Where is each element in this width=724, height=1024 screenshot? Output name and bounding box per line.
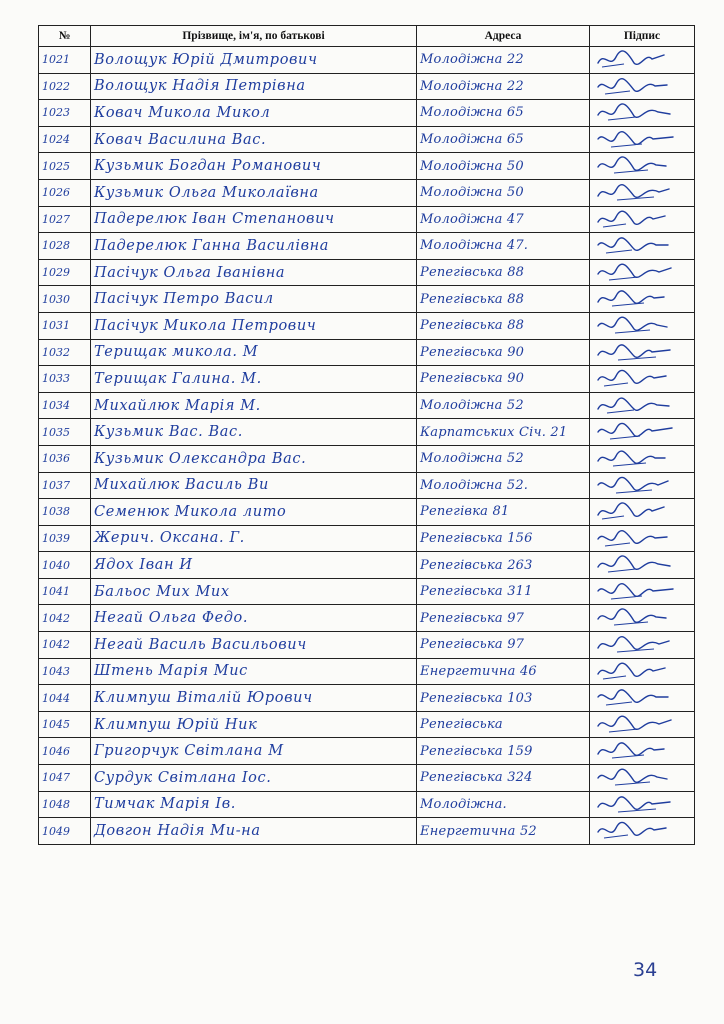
header-name: Прізвище, ім'я, по батькові — [91, 26, 417, 47]
row-signature — [590, 738, 695, 765]
row-address: Репегівська 97 — [417, 632, 590, 659]
row-name: Пасічук Микола Петрович — [91, 312, 417, 339]
signature-scribble-icon — [594, 102, 689, 124]
row-name: Михайлюк Марія М. — [91, 392, 417, 419]
row-number: 1031 — [39, 312, 91, 339]
row-address: Молодіжна 50 — [417, 153, 590, 180]
row-address: Репегівська 263 — [417, 552, 590, 579]
row-address: Молодіжна 65 — [417, 100, 590, 127]
row-number: 1045 — [39, 711, 91, 738]
row-name: Ковач Василина Вас. — [91, 126, 417, 153]
row-signature — [590, 366, 695, 393]
table-row — [39, 153, 695, 180]
row-signature — [590, 499, 695, 526]
row-name: Штень Марія Мис — [91, 658, 417, 685]
row-number: 1033 — [39, 366, 91, 393]
row-name: Терищак микола. М — [91, 339, 417, 366]
row-number: 1032 — [39, 339, 91, 366]
petition-table — [38, 25, 695, 845]
table-row — [39, 658, 695, 685]
row-signature — [590, 126, 695, 153]
row-name: Падерелюк Іван Степанович — [91, 206, 417, 233]
row-address: Молодіжна 22 — [417, 73, 590, 100]
row-number: 1024 — [39, 126, 91, 153]
row-address: Репегівська 90 — [417, 339, 590, 366]
signature-scribble-icon — [594, 288, 689, 310]
table-row — [39, 791, 695, 818]
signature-scribble-icon — [594, 448, 689, 470]
table-row — [39, 605, 695, 632]
row-address: Репегівська 97 — [417, 605, 590, 632]
row-address: Молодіжна 47 — [417, 206, 590, 233]
row-number: 1021 — [39, 47, 91, 74]
row-name: Климпуш Юрій Ник — [91, 711, 417, 738]
row-number: 1025 — [39, 153, 91, 180]
signature-scribble-icon — [594, 342, 689, 364]
row-number: 1027 — [39, 206, 91, 233]
signature-scribble-icon — [594, 634, 689, 656]
row-signature — [590, 419, 695, 446]
row-number: 1049 — [39, 818, 91, 845]
table-row — [39, 339, 695, 366]
table-row — [39, 206, 695, 233]
row-name: Семенюк Микола лито — [91, 499, 417, 526]
signature-scribble-icon — [594, 528, 689, 550]
table-row — [39, 312, 695, 339]
row-signature — [590, 552, 695, 579]
signature-scribble-icon — [594, 49, 689, 71]
signature-scribble-icon — [594, 235, 689, 257]
row-number: 1030 — [39, 286, 91, 313]
page-number: 34 — [633, 959, 658, 981]
row-name: Климпуш Віталій Юрович — [91, 685, 417, 712]
row-name: Довгон Надія Ми-на — [91, 818, 417, 845]
table-row — [39, 73, 695, 100]
table-row — [39, 525, 695, 552]
row-signature — [590, 339, 695, 366]
row-signature — [590, 312, 695, 339]
row-signature — [590, 658, 695, 685]
row-signature — [590, 818, 695, 845]
row-number: 1029 — [39, 259, 91, 286]
row-signature — [590, 47, 695, 74]
row-address: Репегівська 90 — [417, 366, 590, 393]
table-row — [39, 499, 695, 526]
row-name: Негай Ольга Федо. — [91, 605, 417, 632]
table-row — [39, 818, 695, 845]
row-signature — [590, 605, 695, 632]
row-name: Терищак Галина. М. — [91, 366, 417, 393]
table-row — [39, 47, 695, 74]
row-address: Енергетична 52 — [417, 818, 590, 845]
table-row — [39, 445, 695, 472]
row-name: Григорчук Світлана М — [91, 738, 417, 765]
row-name: Жерич. Оксана. Г. — [91, 525, 417, 552]
row-address: Репегівська 156 — [417, 525, 590, 552]
row-signature — [590, 711, 695, 738]
table-row — [39, 259, 695, 286]
signature-scribble-icon — [594, 714, 689, 736]
row-address: Репегівська 88 — [417, 286, 590, 313]
signature-scribble-icon — [594, 315, 689, 337]
table-row — [39, 685, 695, 712]
row-signature — [590, 525, 695, 552]
table-row — [39, 472, 695, 499]
row-address: Репегівська 159 — [417, 738, 590, 765]
row-name: Негай Василь Васильович — [91, 632, 417, 659]
table-row — [39, 366, 695, 393]
table-header-row — [39, 26, 695, 47]
signature-scribble-icon — [594, 687, 689, 709]
row-name: Ядох Іван И — [91, 552, 417, 579]
table-row — [39, 578, 695, 605]
header-signature: Підпис — [590, 26, 695, 47]
signature-scribble-icon — [594, 661, 689, 683]
table-row — [39, 126, 695, 153]
table-row — [39, 100, 695, 127]
signature-scribble-icon — [594, 129, 689, 151]
row-address: Молодіжна 50 — [417, 179, 590, 206]
signature-scribble-icon — [594, 155, 689, 177]
row-signature — [590, 179, 695, 206]
header-address: Адреса — [417, 26, 590, 47]
row-number: 1046 — [39, 738, 91, 765]
signature-scribble-icon — [594, 262, 689, 284]
row-name: Кузьмик Олександра Вас. — [91, 445, 417, 472]
row-name: Бальос Мих Мих — [91, 578, 417, 605]
row-address: Молодіжна 52 — [417, 445, 590, 472]
row-address: Молодіжна 22 — [417, 47, 590, 74]
row-number: 1040 — [39, 552, 91, 579]
row-number: 1041 — [39, 578, 91, 605]
row-signature — [590, 685, 695, 712]
row-signature — [590, 73, 695, 100]
row-name: Волощук Юрій Дмитрович — [91, 47, 417, 74]
row-address: Репегівська 88 — [417, 312, 590, 339]
row-address: Репегівська — [417, 711, 590, 738]
row-number: 1039 — [39, 525, 91, 552]
row-name: Кузьмик Ольга Миколаївна — [91, 179, 417, 206]
row-name: Сурдук Світлана Іос. — [91, 765, 417, 792]
row-address: Репегівська 103 — [417, 685, 590, 712]
row-address: Молодіжна 65 — [417, 126, 590, 153]
signature-scribble-icon — [594, 209, 689, 231]
table-row — [39, 286, 695, 313]
row-signature — [590, 153, 695, 180]
row-signature — [590, 286, 695, 313]
row-signature — [590, 791, 695, 818]
row-number: 1028 — [39, 233, 91, 260]
signature-scribble-icon — [594, 421, 689, 443]
header-number: № — [39, 26, 91, 47]
signature-scribble-icon — [594, 581, 689, 603]
row-name: Кузьмик Богдан Романович — [91, 153, 417, 180]
row-signature — [590, 445, 695, 472]
signature-scribble-icon — [594, 607, 689, 629]
table-row — [39, 765, 695, 792]
table-row — [39, 419, 695, 446]
row-signature — [590, 206, 695, 233]
row-address: Карпатських Січ. 21 — [417, 419, 590, 446]
row-signature — [590, 632, 695, 659]
table-row — [39, 738, 695, 765]
row-number: 1037 — [39, 472, 91, 499]
row-signature — [590, 392, 695, 419]
row-number: 1022 — [39, 73, 91, 100]
row-name: Пасічук Петро Васил — [91, 286, 417, 313]
signature-scribble-icon — [594, 794, 689, 816]
signature-scribble-icon — [594, 554, 689, 576]
row-number: 1042 — [39, 605, 91, 632]
row-number: 1036 — [39, 445, 91, 472]
row-address: Репегівська 88 — [417, 259, 590, 286]
table-row — [39, 552, 695, 579]
table-row — [39, 179, 695, 206]
row-number: 1044 — [39, 685, 91, 712]
signature-scribble-icon — [594, 820, 689, 842]
row-name: Тимчак Марія Ів. — [91, 791, 417, 818]
signature-scribble-icon — [594, 767, 689, 789]
row-signature — [590, 259, 695, 286]
row-address: Репегівська 311 — [417, 578, 590, 605]
row-number: 1042 — [39, 632, 91, 659]
row-signature — [590, 578, 695, 605]
row-number: 1047 — [39, 765, 91, 792]
row-signature — [590, 100, 695, 127]
signature-scribble-icon — [594, 395, 689, 417]
signature-scribble-icon — [594, 182, 689, 204]
row-number: 1048 — [39, 791, 91, 818]
row-address: Репегівка 81 — [417, 499, 590, 526]
row-number: 1038 — [39, 499, 91, 526]
signature-scribble-icon — [594, 501, 689, 523]
signature-scribble-icon — [594, 475, 689, 497]
row-address: Молодіжна 52. — [417, 472, 590, 499]
row-number: 1034 — [39, 392, 91, 419]
signature-scribble-icon — [594, 740, 689, 762]
table-row — [39, 711, 695, 738]
table-row — [39, 392, 695, 419]
row-address: Репегівська 324 — [417, 765, 590, 792]
row-number: 1035 — [39, 419, 91, 446]
table-body — [39, 47, 695, 845]
row-signature — [590, 233, 695, 260]
row-number: 1023 — [39, 100, 91, 127]
row-name: Михайлюк Василь Ви — [91, 472, 417, 499]
table-row — [39, 632, 695, 659]
signature-scribble-icon — [594, 368, 689, 390]
row-name: Пасічук Ольга Іванівна — [91, 259, 417, 286]
row-address: Енергетична 46 — [417, 658, 590, 685]
signature-scribble-icon — [594, 76, 689, 98]
row-address: Молодіжна 47. — [417, 233, 590, 260]
row-number: 1043 — [39, 658, 91, 685]
row-signature — [590, 472, 695, 499]
row-name: Ковач Микола Микол — [91, 100, 417, 127]
row-name: Волощук Надія Петрівна — [91, 73, 417, 100]
row-name: Падерелюк Ганна Василівна — [91, 233, 417, 260]
table-row — [39, 233, 695, 260]
row-address: Молодіжна 52 — [417, 392, 590, 419]
row-signature — [590, 765, 695, 792]
row-number: 1026 — [39, 179, 91, 206]
row-address: Молодіжна. — [417, 791, 590, 818]
row-name: Кузьмик Вас. Вас. — [91, 419, 417, 446]
